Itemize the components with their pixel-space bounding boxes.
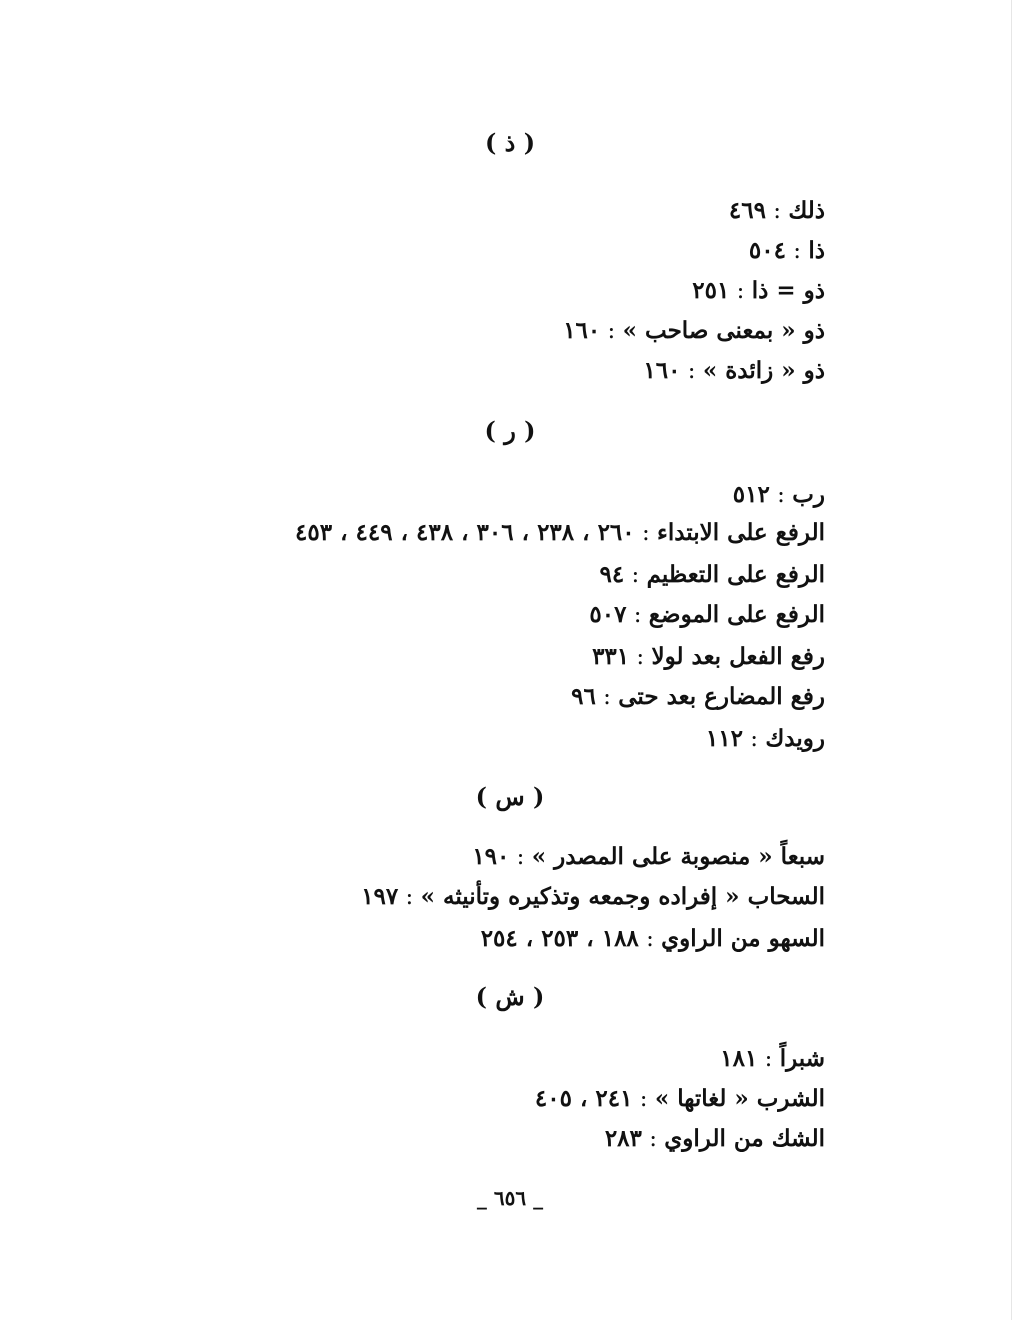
entry-pages: ١٨١ (720, 1045, 758, 1072)
index-entry (481, 924, 825, 954)
entry-pages: ٢٨٣ (604, 1125, 642, 1152)
scan-edge-line (1011, 0, 1012, 1320)
entry-term: الرفع على التعظيم (646, 561, 825, 588)
entry-separator: : (638, 926, 662, 952)
entry-pages: ١١٢ (705, 725, 743, 752)
entry-separator: : (742, 726, 766, 752)
entry-term: الشك من الراوي (664, 1125, 825, 1152)
entry-pages: ٩٦ (571, 683, 596, 710)
entry-term: ذو = ذا (751, 277, 825, 304)
index-entry (472, 842, 825, 872)
entry-pages: ١٦٠ (563, 317, 601, 344)
index-entry (592, 642, 825, 672)
index-entry (563, 316, 825, 346)
entry-separator: : (509, 844, 532, 870)
index-entry (692, 276, 825, 306)
entry-separator: : (785, 238, 809, 264)
entry-separator: : (398, 884, 421, 910)
index-entry (729, 196, 825, 226)
entry-term: شبراً (779, 1045, 825, 1072)
entry-term: ذو « بمعنى صاحب » (622, 317, 825, 344)
index-entry (361, 882, 825, 912)
entry-separator: : (600, 318, 623, 344)
entry-term: السحاب « إفراده وجمعه وتذكيره وتأنيثه » (420, 883, 825, 910)
entry-term: السهو من الراوي (661, 925, 825, 952)
entry-term: ذا (808, 237, 825, 264)
entry-separator: : (634, 520, 658, 546)
section-heading-dhal: ( ذ ) (484, 128, 536, 157)
entry-pages: ١٨٨ ، ٢٥٣ ، ٢٥٤ (480, 925, 639, 952)
entry-pages: ٥١٢ (732, 481, 770, 508)
entry-pages: ٢٤١ ، ٤٠٥ (534, 1085, 633, 1112)
entry-separator: : (632, 1086, 655, 1112)
entry-separator: : (595, 684, 619, 710)
section-heading-ra: ( ر ) (484, 416, 536, 445)
entry-separator: : (629, 644, 652, 670)
entry-pages: ٥٠٤ (748, 237, 786, 264)
index-entry (706, 724, 825, 754)
entry-term: الرفع على الموضع (648, 601, 825, 628)
entry-term: ذو « زائدة » (702, 357, 825, 384)
entry-term: الرفع على الابتداء (657, 519, 825, 546)
index-entry (589, 600, 825, 630)
entry-pages: ٩٤ (599, 561, 625, 588)
entry-separator: : (757, 1046, 780, 1072)
entry-pages: ١٦٠ (643, 357, 681, 384)
entry-separator: : (624, 562, 647, 588)
entry-pages: ٣٣١ (592, 643, 630, 670)
entry-pages: ١٩٧ (361, 883, 399, 910)
entry-pages: ٤٦٩ (728, 197, 766, 224)
entry-separator: : (680, 358, 703, 384)
entry-pages: ١٩٠ (472, 843, 510, 870)
entry-term: ذلك (788, 197, 825, 224)
entry-term: رفع المضارع بعد حتى (618, 683, 825, 710)
entry-separator: : (729, 278, 752, 304)
index-entry (535, 1084, 825, 1114)
entry-term: رب (792, 481, 825, 508)
index-entry (733, 480, 825, 510)
index-entry (605, 1124, 825, 1154)
index-entry (600, 560, 826, 590)
index-entry (749, 236, 825, 266)
entry-separator: : (626, 602, 649, 628)
index-entry (720, 1044, 825, 1074)
entry-separator: : (641, 1126, 665, 1152)
section-heading-shin: ( ش ) (475, 982, 545, 1011)
entry-term: رويدك (765, 725, 825, 752)
entry-term: الشرب « لغاتها » (654, 1085, 825, 1112)
index-entry (295, 518, 825, 548)
entry-separator: : (769, 482, 793, 508)
entry-term: سبعاً « منصوبة على المصدر » (531, 843, 825, 870)
entry-pages: ٥٠٧ (589, 601, 627, 628)
entry-pages: ٢٥١ (692, 277, 730, 304)
entry-separator: : (765, 198, 789, 224)
page-number: _ ٦٥٦ _ (476, 1186, 544, 1210)
entry-pages: ٢٦٠ ، ٢٣٨ ، ٣٠٦ ، ٤٣٨ ، ٤٤٩ ، ٤٥٣ (295, 519, 635, 546)
index-entry (571, 682, 825, 712)
index-entry (643, 356, 825, 386)
entry-term: رفع الفعل بعد لولا (651, 643, 825, 670)
section-heading-sin: ( س ) (475, 782, 545, 811)
